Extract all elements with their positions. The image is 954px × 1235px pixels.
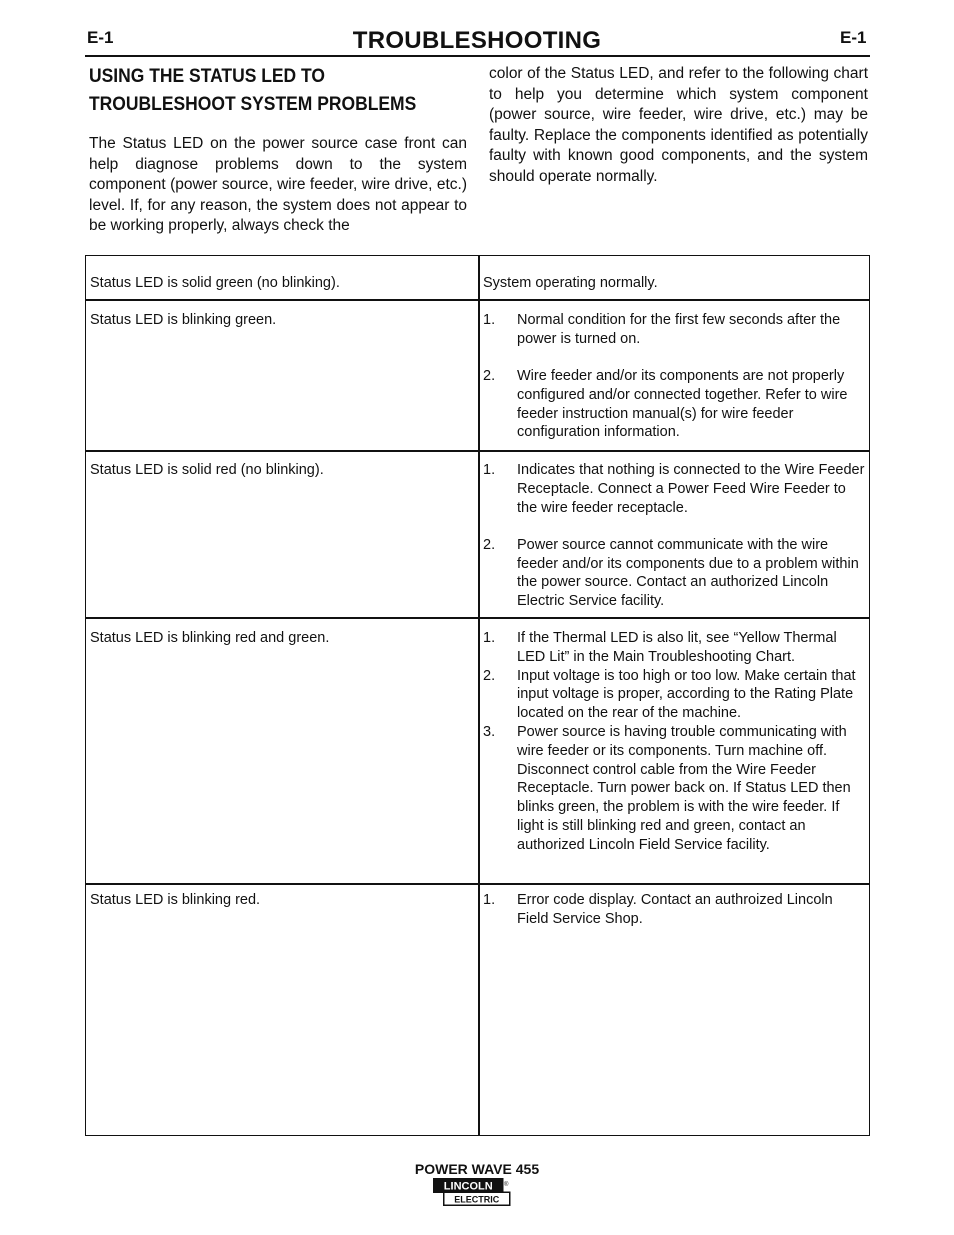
cause-text: Power source cannot communicate with the wire feeder and/or its components due to a problem within the power source. Contact an authorized Lincoln Electric Service facility. (517, 536, 859, 610)
cause-item (483, 891, 865, 929)
led-cause-list (483, 461, 865, 611)
row-divider (86, 450, 869, 452)
intro-paragraph-right: color of the Status LED, and refer to the following chart to help you determine which system component (power source, wire feeder, wire drive, etc.) may be faulty. Replace the components identified as potentially faulty with known good components, and the system should operate normally. (489, 65, 868, 185)
cause-item (483, 367, 865, 442)
cause-number: 2. (483, 368, 496, 385)
cause-text: Error code display. Contact an authroized Lincoln Field Service Shop. (517, 892, 833, 927)
cause-number: 2. (483, 667, 496, 684)
row-divider (86, 299, 869, 301)
led-cause-list (483, 891, 865, 929)
cause-number: 1. (483, 462, 496, 478)
led-condition: Status LED is blinking green. (90, 312, 277, 328)
cause-item (483, 629, 865, 667)
cause-text: Power source is having trouble communicating with wire feeder or its components. Turn machine off. Disconnect control cable from the Wire Feeder Receptacle. Turn power back on. If Status LED then blinks green, the problem is with the wire feeder. If light is still blinking red and green, contact an authorized Lincoln Field Service facility. (517, 723, 851, 853)
cause-item (483, 536, 865, 611)
cause-item (483, 461, 865, 517)
section-heading (89, 63, 439, 119)
cause-item (483, 723, 865, 855)
led-cause-list (483, 629, 865, 855)
cause-number: 2. (483, 536, 496, 553)
section-heading-line-2: TROUBLESHOOT SYSTEM PROBLEMS (89, 94, 417, 115)
cause-text: Normal condition for the first few seconds after the power is turned on. (517, 312, 841, 347)
intro-paragraph-left: The Status LED on the power source case front can help diagnose problems down to the system component (power source, wire feeder, wire drive, etc.) level. If, for any reason, the system does not appear to be working properly, always check the (89, 135, 467, 235)
status-led-table (85, 255, 870, 1136)
cause-item (483, 667, 865, 723)
logo-bottom-text: ELECTRIC (454, 1194, 500, 1205)
row-divider (86, 617, 869, 619)
cause-text: Wire feeder and/or its components are not properly configured and/or connected together. Refer to wire feeder instruction manual(s) for wire feeder configuration information. (517, 368, 848, 441)
page-code-right: E-1 (840, 28, 867, 47)
cause-text: If the Thermal LED is also lit, see “Yellow Thermal LED Lit” in the Main Troubleshooting Chart. (517, 630, 837, 665)
column-divider (478, 256, 480, 1135)
cause-number: 1. (483, 630, 496, 646)
led-cause-list (483, 311, 865, 442)
row-divider (86, 883, 869, 885)
page-title: TROUBLESHOOTING (352, 27, 602, 54)
footer-model-name: POWER WAVE 455 (414, 1161, 540, 1177)
cause-text: Input voltage is too high or too low. Make certain that input voltage is proper, according to the Rating Plate located on the rear of the machine. (517, 667, 856, 722)
led-cause-list (483, 274, 865, 293)
led-condition: Status LED is blinking red. (90, 892, 261, 908)
cause-text: System operating normally. (483, 275, 658, 291)
logo-top-text: LINCOLN (443, 1180, 493, 1193)
led-condition: Status LED is blinking red and green. (90, 630, 330, 646)
lincoln-electric-logo (433, 1178, 511, 1208)
cause-item (483, 311, 865, 349)
cause-number: 1. (483, 312, 496, 328)
logo-registered-mark: ® (504, 1182, 509, 1188)
cause-text: Indicates that nothing is connected to the Wire Feeder Receptacle. Connect a Power Feed Wire Feeder to the wire feeder receptacle. (517, 462, 865, 516)
page-code-left: E-1 (87, 28, 114, 47)
cause-number: 1. (483, 892, 496, 908)
led-condition: Status LED is solid red (no blinking). (90, 462, 324, 478)
title-rule (85, 55, 870, 57)
led-condition: Status LED is solid green (no blinking). (90, 275, 340, 291)
section-heading-line-1: USING THE STATUS LED TO (89, 66, 325, 87)
cause-number: 3. (483, 723, 496, 740)
